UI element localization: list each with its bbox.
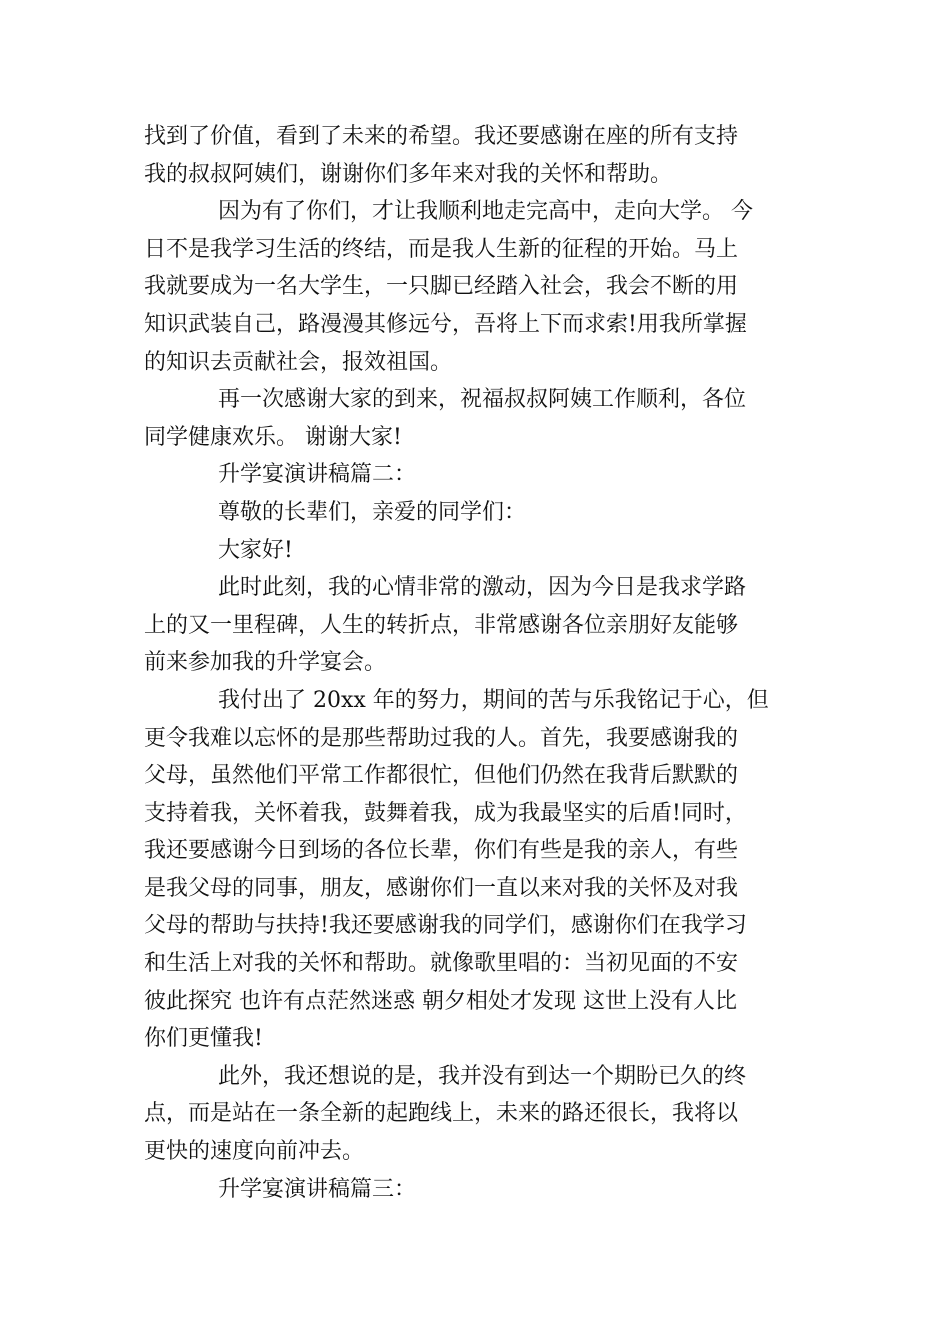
text-line: 上的又一里程碑，人生的转折点，非常感谢各位亲朋好友能够 bbox=[144, 612, 739, 638]
text-line: 和生活上对我的关怀和帮助。就像歌里唱的：当初见面的不安 bbox=[144, 951, 739, 977]
text-line: 因为有了你们，才让我顺利地走完高中，走向大学。 今 bbox=[218, 199, 753, 225]
text-line: 知识武装自己，路漫漫其修远兮，吾将上下而求索!用我所掌握 bbox=[144, 311, 747, 337]
text-line: 此外，我还想说的是，我并没有到达一个期盼已久的终 bbox=[218, 1063, 747, 1089]
text-line: 再一次感谢大家的到来，祝福叔叔阿姨工作顺利，各位 bbox=[218, 387, 747, 413]
text-line: 找到了价值，看到了未来的希望。我还要感谢在座的所有支持 bbox=[144, 124, 739, 149]
text-line: 我付出了 20xx 年的努力，期间的苦与乐我铭记于心，但 bbox=[218, 687, 769, 713]
text-line: 点，而是站在一条全新的起跑线上，未来的路还很长，我将以 bbox=[144, 1101, 739, 1127]
text-line: 你们更懂我! bbox=[144, 1026, 263, 1052]
text-line: 我就要成为一名大学生，一只脚已经踏入社会，我会不断的用 bbox=[144, 274, 739, 300]
text-line: 我的叔叔阿姨们，谢谢你们多年来对我的关怀和帮助。 bbox=[144, 161, 673, 187]
text-line: 更令我难以忘怀的是那些帮助过我的人。首先，我要感谢我的 bbox=[144, 725, 739, 751]
text-line: 日不是我学习生活的终结，而是我人生新的征程的开始。马上 bbox=[144, 236, 739, 262]
greeting: 大家好! bbox=[218, 537, 293, 563]
document-body bbox=[144, 118, 808, 1208]
salutation: 尊敬的长辈们，亲爱的同学们： bbox=[218, 499, 527, 525]
text-line: 父母的帮助与扶持!我还要感谢我的同学们，感谢你们在我学习 bbox=[144, 913, 747, 939]
text-line: 同学健康欢乐。 谢谢大家! bbox=[144, 424, 402, 450]
text-line: 是我父母的同事，朋友，感谢你们一直以来对我的关怀及对我 bbox=[144, 875, 739, 901]
section-heading: 升学宴演讲稿篇二： bbox=[218, 462, 417, 488]
text-line: 彼此探究 也许有点茫然迷惑 朝夕相处才发现 这世上没有人比 bbox=[144, 988, 737, 1014]
text-line: 的知识去贡献社会，报效祖国。 bbox=[144, 349, 453, 375]
text-line: 我还要感谢今日到场的各位长辈，你们有些是我的亲人，有些 bbox=[144, 838, 739, 864]
section-heading: 升学宴演讲稿篇三： bbox=[218, 1176, 417, 1202]
text-line: 前来参加我的升学宴会。 bbox=[144, 650, 387, 676]
text-line: 父母，虽然他们平常工作都很忙，但他们仍然在我背后默默的 bbox=[144, 763, 739, 789]
text-line: 支持着我，关怀着我，鼓舞着我，成为我最坚实的后盾!同时， bbox=[144, 800, 747, 826]
text-line: 更快的速度向前冲去。 bbox=[144, 1139, 365, 1165]
text-line: 此时此刻，我的心情非常的激动，因为今日是我求学路 bbox=[218, 575, 747, 601]
